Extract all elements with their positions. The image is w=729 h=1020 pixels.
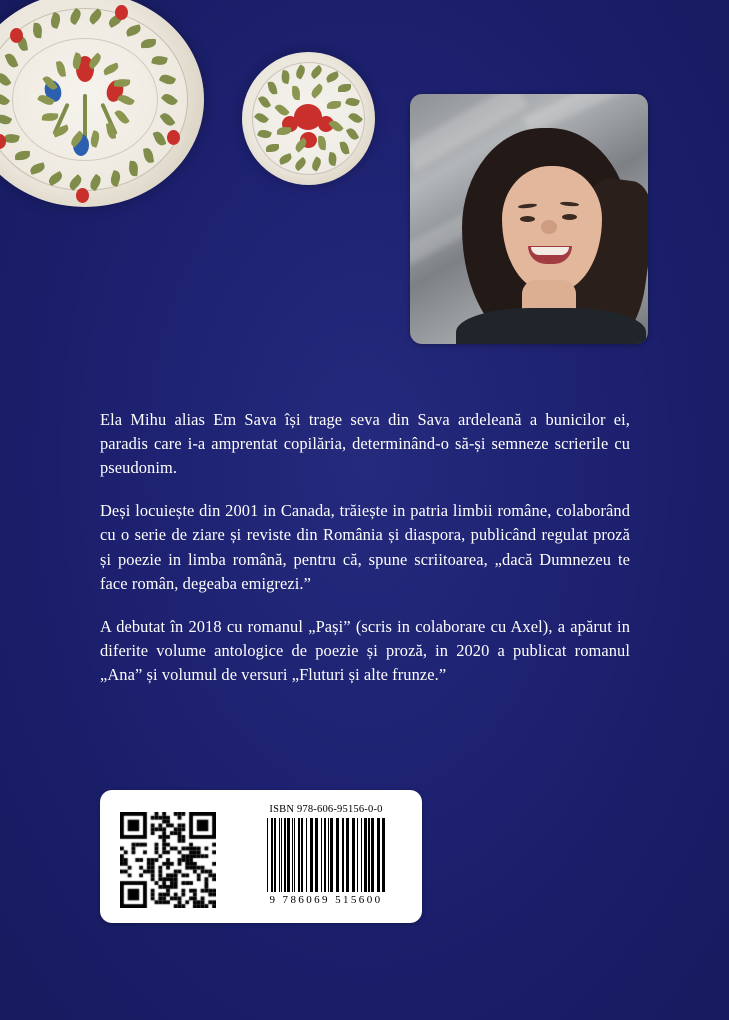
blurb-paragraph-3: A debutat în 2018 cu romanul „Pași” (scris in colaborare cu Axel), a apărut in diferite volume antologice de poezie și proză, in 2020 a publicat romanul „Ana” și volumul de versuri „Fluturi și alte frunze.” [100,616,630,684]
barcode-digits: 9 786069 515600 [269,894,383,906]
portrait-eye-left [520,216,535,222]
barcode-bars [250,818,402,892]
floral-motif [115,5,128,20]
folk-plate-small [242,52,375,185]
portrait-nose [541,220,557,234]
barcode-block [250,804,402,906]
folk-plate-large [0,0,204,207]
portrait-brow-left [518,203,537,209]
blurb-paragraph-2: Deși locuiește din 2001 in Canada, trăiește in patria limbii române, colaborând cu o serie de ziare și reviste din România și diaspora, publicând regulat proză și poezie in limba română, pentru că, spune scriitoarea, „dacă Dumnezeu te face român, degeaba emigrezi.” [100,501,630,593]
portrait-shoulders [456,308,646,344]
floral-motif [292,86,301,100]
floral-motif [10,28,23,43]
blurb-paragraph-1: Ela Mihu alias Em Sava își trage seva din Sava ardeleană a bunicilor ei, paradis care i-a amprentat copilăria, determinând-o să-și semneze scrierile cu pseudonim. [100,410,630,478]
qr-code [120,812,216,908]
isbn-text: ISBN 978-606-95156-0-0 [269,804,383,815]
portrait-brow-right [560,201,579,207]
author-portrait-photo [410,94,648,344]
isbn-barcode-card [100,790,422,923]
barcode-bar [385,818,386,892]
floral-motif [167,130,180,145]
floral-motif [83,94,87,138]
author-blurb [100,408,630,687]
portrait-eye-right [562,214,577,220]
portrait-teeth [531,247,569,255]
floral-motif [76,188,89,203]
